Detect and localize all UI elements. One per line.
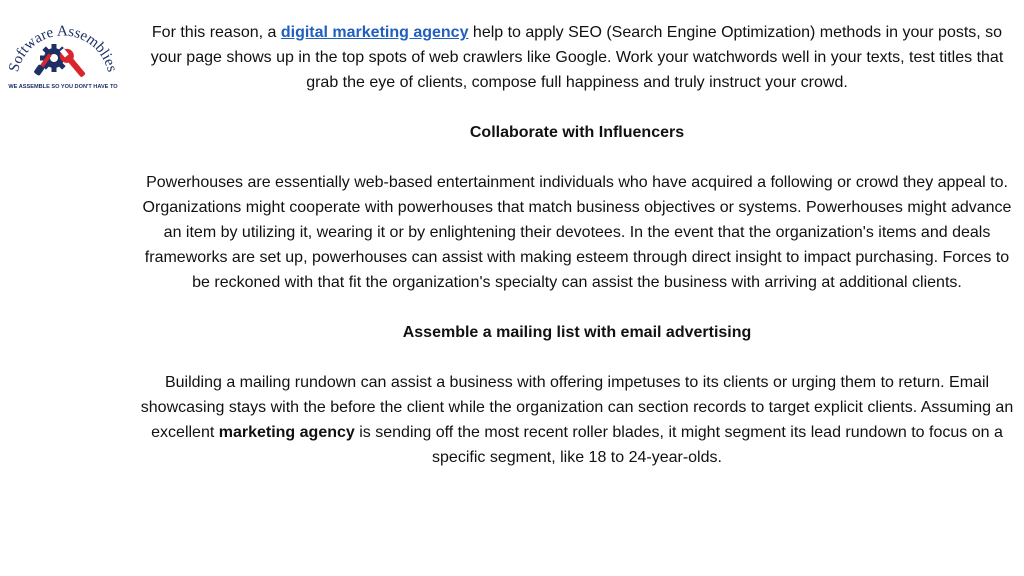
mailing-list-heading: Assemble a mailing list with email advertising <box>402 324 752 341</box>
marketing-agency-bold: marketing agency <box>218 424 355 441</box>
mailing-text-start: Building a mailing rundown can assist a business with offering impetuses to its clients or urging them to return. Email showcasing stays with the before the client while the organization can section records to target explicit clients. Assuming an excellent <box>140 374 1014 441</box>
intro-text-end: help to apply SEO (Search Engine Optimization) methods in your posts, so your page shows up in the top spots of web crawlers like Google. Work your watchwords well in your texts, test titles that grab the eye of clients, compose full happiness and truly instruct your crowd. <box>150 24 1004 91</box>
influencers-heading: Collaborate with Influencers <box>469 124 685 141</box>
logo-emblem <box>4 6 122 106</box>
digital-marketing-agency-link[interactable]: digital marketing agency <box>280 24 469 41</box>
logo-name-text: Software Assemblies <box>6 23 120 74</box>
influencers-paragraph: Powerhouses are essentially web-based entertainment individuals who have acquired a following or crowd they appeal to. Organizations might cooperate with powerhouses that match business objectives or systems. Powerhouses might advance an item by utilizing it, wearing it or by enlightening their devotees. In the event that the organization's items and deals frameworks are set up, powerhouses can assist with making esteem through direct insight to impact purchasing. Forces to be reckoned with that fit the organization's specialty can assist the business with arriving at additional clients. <box>142 174 1012 291</box>
mailing-text-end: is sending off the most recent roller blades, it might segment its lead rundown to focus on a specific segment, like 18 to 24-year-olds. <box>354 424 1003 466</box>
mailing-list-paragraph <box>140 370 1014 470</box>
logo-tagline: WE ASSEMBLE SO YOU DON'T HAVE TO <box>8 84 118 90</box>
article-body <box>140 20 1014 495</box>
intro-paragraph <box>140 20 1014 95</box>
company-logo[interactable] <box>4 6 122 106</box>
intro-text-start: For this reason, a <box>151 24 281 41</box>
